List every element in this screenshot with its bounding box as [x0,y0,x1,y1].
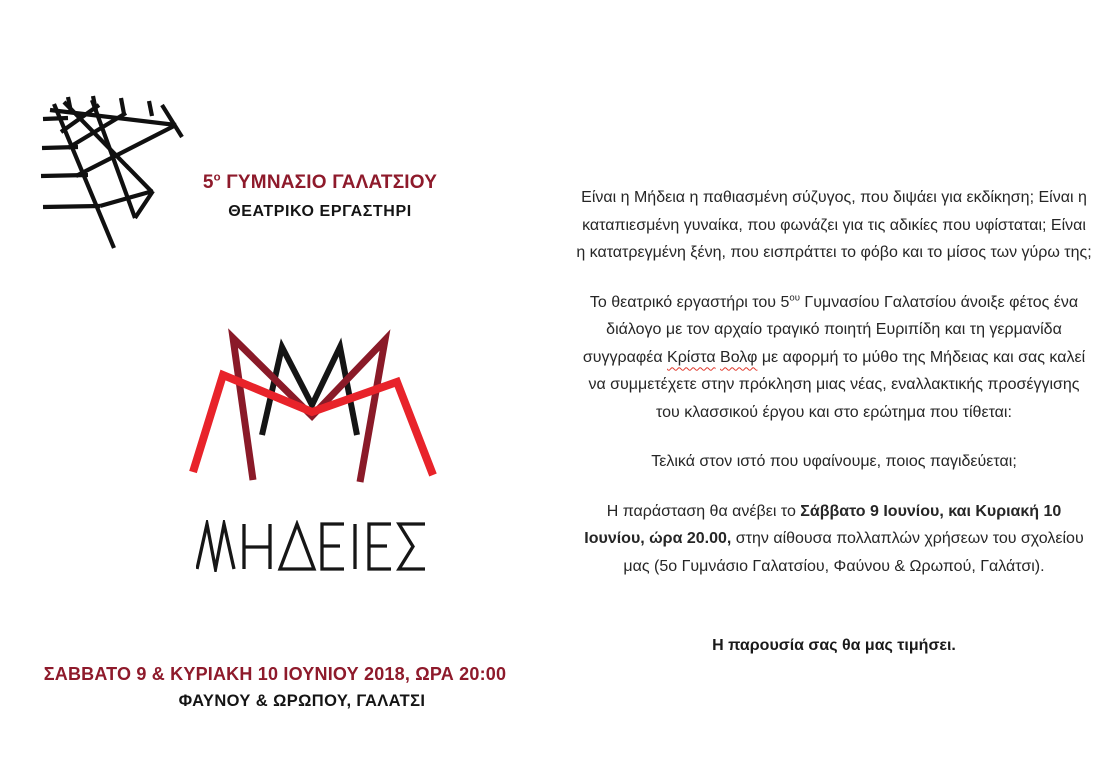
school-title-number: 5 [202,172,214,193]
spellcheck-word: Κρίστα [667,348,716,366]
school-title-superscript: ο [213,171,221,184]
school-title [170,172,470,194]
address-line: ΦΑΥΝΟΥ & ΩΡΩΠΟΥ, ΓΑΛΑΤΣΙ [178,692,426,710]
spider-monogram-icon [188,328,438,490]
date-line: ΣΑΒΒΑΤΟ 9 & ΚΥΡΙΑΚΗ 10 ΙΟΥΝΙΟΥ 2018, ΩΡΑ 20:00 [43,664,507,684]
performance-dates-bold: Σάββατο 9 Ιουνίου, και Κυριακή 10 Ιουνίου, ώρα 20.00, [584,502,1062,547]
invitation-text [576,184,1092,682]
question-paragraph: Τελικά στον ιστό που υφαίνουμε, ποιος παγιδεύεται; [651,453,1017,470]
spider-m-red [193,375,433,475]
spellcheck-word: Βολφ [720,348,758,366]
spider-web-icon [36,88,186,256]
workshop-subtitle: ΘΕΑΤΡΙΚΟ ΕΡΓΑΣΤΗΡΙ [228,203,412,220]
description-paragraph [576,289,1092,427]
show-title [196,520,430,572]
intro-paragraph: Είναι η Μήδεια η παθιασμένη σύζυγος, που διψάει για εκδίκηση; Είναι η καταπιεσμένη γυναίκα, που φωνάζει για τις αδικίες που υφίσταται; Είναι η κατατρεγμένη ξένη, που εισπράττει το φόβο και το μίσος των γύρω της; [576,189,1092,261]
description-seg1: Το θεατρικό εργαστήρι του 5 [589,293,790,311]
description-seg3: με αφορμή το μύθο της Μήδειας και σας καλεί να συμμετέχετε στην πρόκληση μιας νέας, εναλλακτικής προσέγγισης του κλασσικού έργου και στο ερώτημα που τίθεται: [588,348,1086,421]
closing-line: Η παρουσία σας θα μας τιμήσει. [712,637,956,654]
performance-seg1: Η παράσταση θα ανέβει το [606,502,801,520]
description-superscript: ου [789,292,800,304]
spider-m-black [262,347,357,435]
school-title-text: ΓΥΜΝΑΣΙΟ ΓΑΛΑΤΣΙΟΥ [220,172,438,193]
performance-info-paragraph [576,498,1092,581]
show-title-lettering [196,520,430,572]
school-header [170,172,470,221]
performance-seg2: στην αίθουσα πολλαπλών χρήσεων του σχολείου μας (5ο Γυμνάσιο Γαλατσίου, Φαύνου & Ωρωπού, Γαλάτσι). [623,530,1084,575]
description-seg2: Γυμνασίου Γαλατσίου άνοιξε φέτος ένα διάλογο με τον αρχαίο τραγικό ποιητή Ευριπίδη και τη γερμανίδα συγγραφέα [582,293,1079,366]
